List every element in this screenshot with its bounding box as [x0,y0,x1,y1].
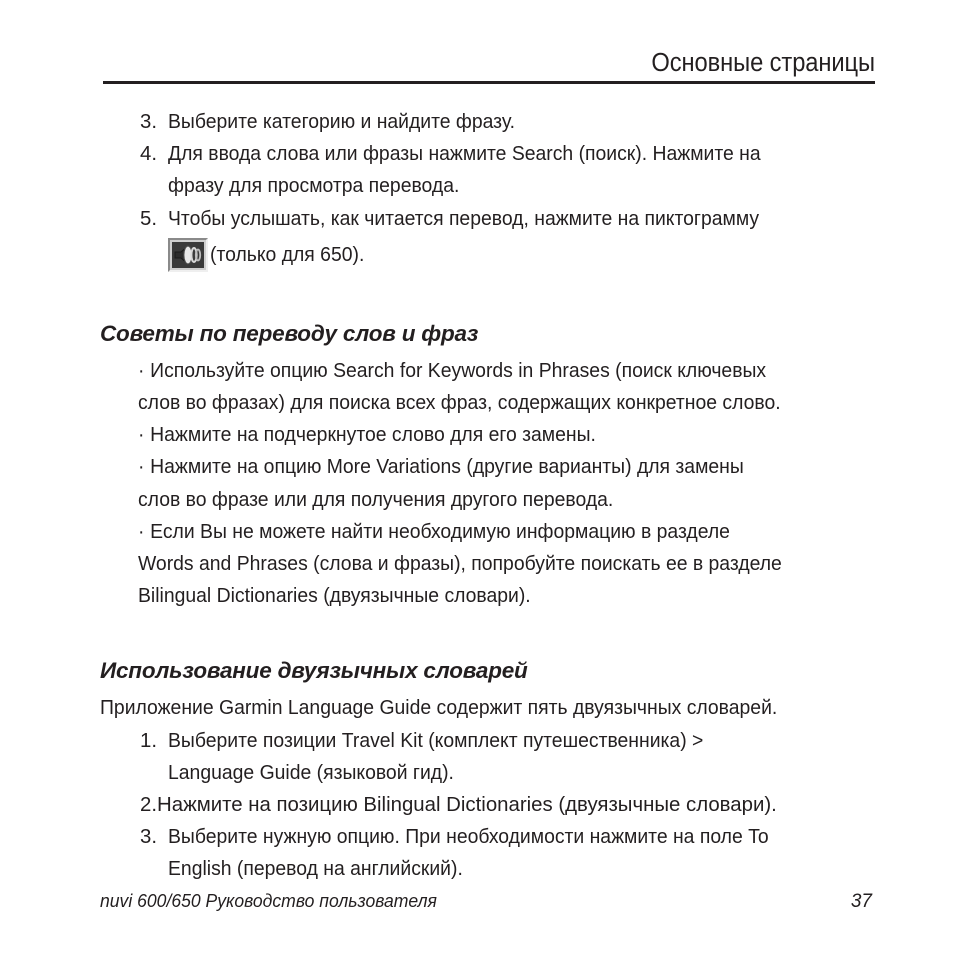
section-heading-tips: Советы по переводу слов и фраз [100,320,479,346]
section-heading-dictionaries: Использование двуязычных словарей [100,658,528,684]
list-item-marker: 1. [140,729,158,752]
speaker-icon-inner [172,242,204,268]
bullet-icon: · [138,359,151,382]
list-item-line: Нажмите на позицию Bilingual Dictionaries (двуязычные словари). [157,794,777,817]
list-item-line: Выберите нужную опцию. При необходимости нажмите на поле To [168,826,769,849]
list-item-marker: 3. [140,826,158,849]
dictionaries-steps-list [100,725,875,886]
bullet-runover: Words and Phrases (слова и фразы), попробуйте поискать ее в разделе [138,553,782,576]
list-item [100,106,875,138]
list-item-line: фразу для просмотра перевода. [168,175,460,198]
bullet-line [100,451,836,483]
list-item-marker: 4. [140,143,158,166]
bullet-runover: слов во фразах) для поиска всех фраз, содержащих конкретное слово. [138,392,781,415]
list-item-marker: 2. [140,794,158,817]
page-footer [100,890,872,913]
bullet-icon: · [138,456,151,479]
speaker-icon [168,238,208,272]
list-item [100,419,875,451]
list-item-line: Выберите позиции Travel Kit (комплект путешественника) > [168,729,704,752]
list-item-line: Для ввода слова или фразы нажмите Search (поиск). Нажмите на [168,143,761,166]
list-item-line: Чтобы услышать, как читается перевод, нажмите на пиктограмму [168,207,760,230]
page-header-title: Основные страницы [651,49,875,77]
bullet-text: Если Вы не можете найти необходимую информацию в разделе [150,520,730,543]
list-item [100,451,875,515]
list-item-line: English (перевод на английский). [168,858,463,881]
list-item [100,821,875,885]
dictionaries-intro-line: Приложение Garmin Language Guide содержит пять двуязычных словарей. [100,697,778,720]
bullet-runover: слов во фразе или для получения другого перевода. [138,488,614,511]
bullet-text: Нажмите на подчеркнутое слово для его замены. [150,424,596,447]
bullet-text: Используйте опцию Search for Keywords in Phrases (поиск ключевых [150,359,767,382]
bullet-line [100,355,836,387]
bullet-icon: · [138,520,151,543]
page-content [100,106,875,886]
list-item [100,138,875,202]
speaker-icon-caption: (только для 650). [210,243,365,266]
footer-page-number: 37 [850,891,872,912]
list-item [100,516,875,613]
bullet-text: Нажмите на опцию More Variations (другие варианты) для замены [150,456,744,479]
dictionaries-intro [100,692,875,724]
list-item-line: Выберите категорию и найдите фразу. [168,111,515,133]
page-header [103,48,875,84]
spacer [100,275,875,320]
list-item-marker: 3. [140,111,158,133]
list-item-marker: 5. [140,207,158,230]
header-divider [103,81,875,84]
steps-continued-list [100,106,875,235]
bullet-runover: Bilingual Dictionaries (двуязычные словари). [138,585,531,608]
list-item [100,355,875,419]
list-item [100,203,875,235]
spacer [100,685,875,692]
tips-bullet-list [100,355,875,613]
bullet-line [100,516,836,548]
footer-manual-title: nuvi 600/650 Руководство пользователя [100,890,437,911]
list-item-line: Language Guide (языковой гид). [168,761,454,784]
list-item [100,789,875,821]
list-item [100,725,875,789]
spacer [100,612,875,657]
speaker-icon-note [100,235,875,275]
bullet-icon: · [138,424,151,447]
spacer [100,348,875,355]
bullet-line [100,419,836,451]
